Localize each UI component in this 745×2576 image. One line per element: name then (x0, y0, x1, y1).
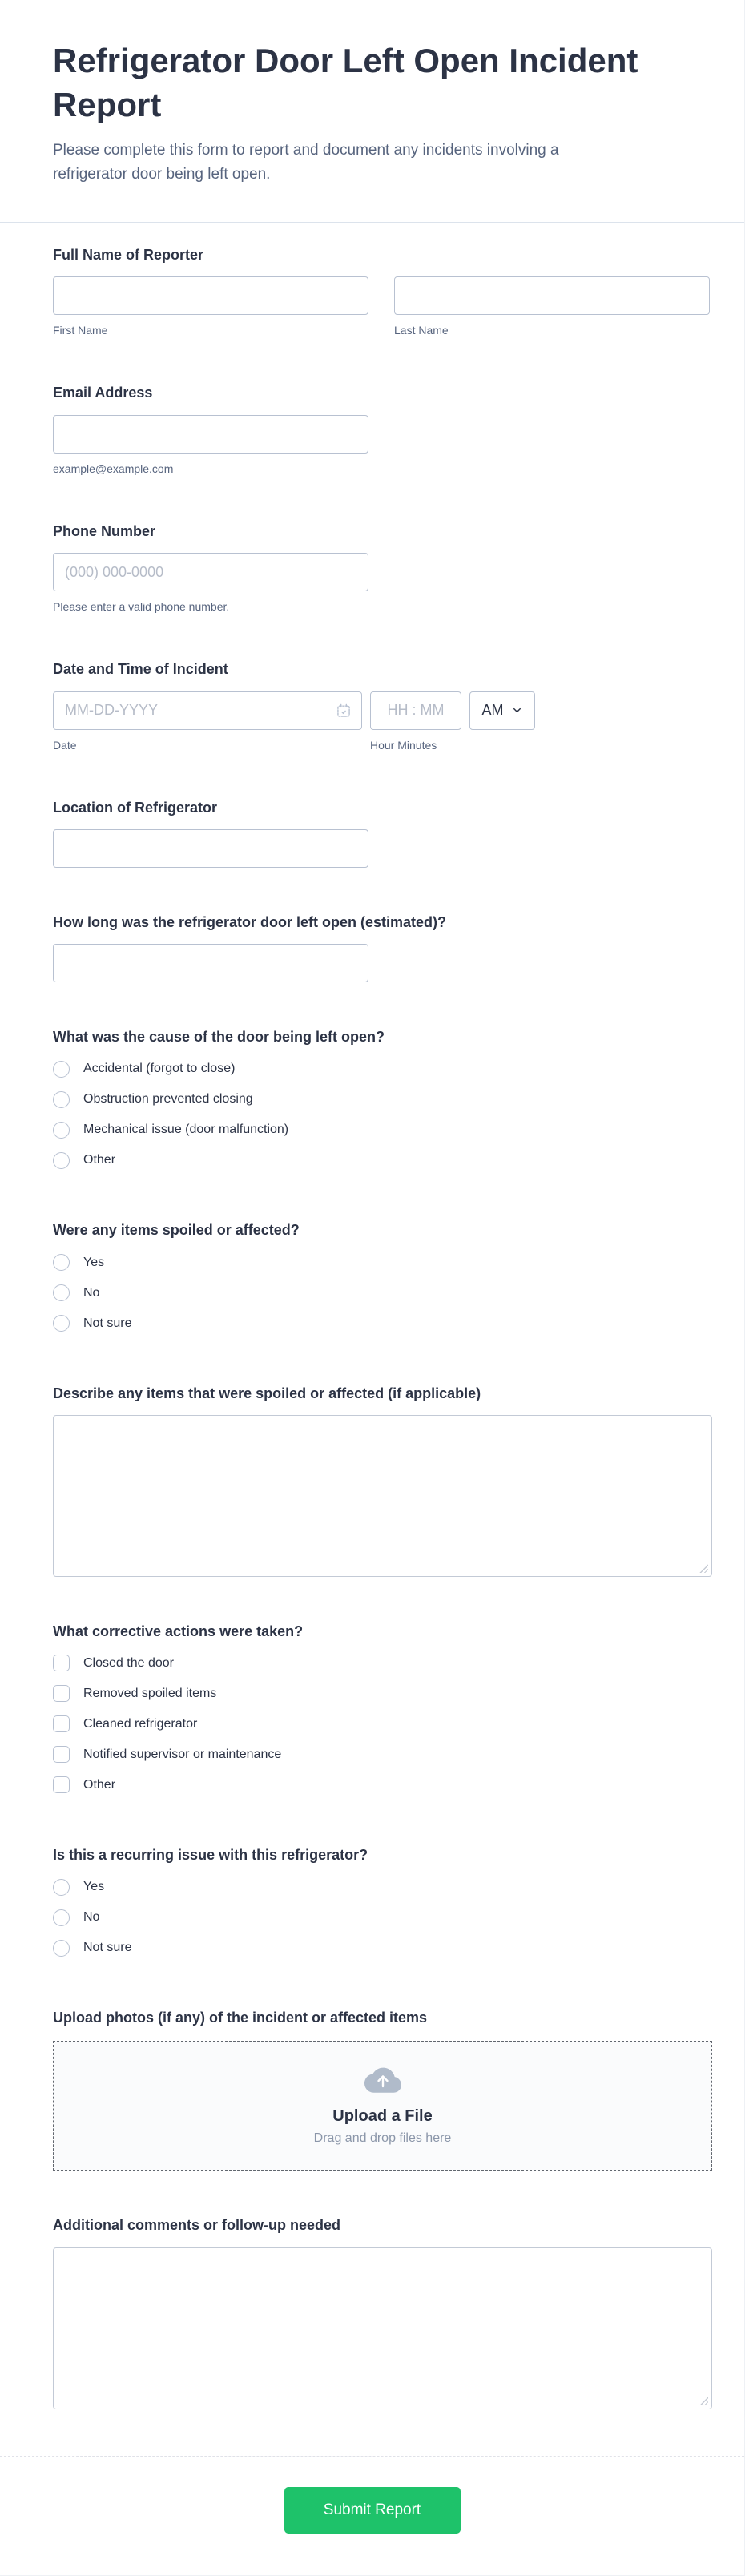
upload-hint: Drag and drop files here (313, 2131, 452, 2146)
checkbox-icon[interactable] (53, 1776, 70, 1793)
checkbox-option[interactable] (53, 1709, 712, 1740)
email-input[interactable] (53, 415, 368, 454)
question-label: Date and Time of Incident (53, 661, 228, 678)
radio-option[interactable] (53, 1115, 712, 1145)
option-label: Not sure (83, 1941, 132, 1955)
option-label: Not sure (83, 1316, 132, 1330)
phone-input[interactable] (53, 553, 368, 591)
recurring-options (53, 1872, 712, 1963)
radio-option[interactable] (53, 1902, 712, 1933)
option-label: Notified supervisor or maintenance (83, 1747, 282, 1761)
time-input[interactable] (370, 691, 461, 730)
option-label: Yes (83, 1880, 105, 1894)
question-label: Email Address (53, 385, 153, 401)
question-cause (0, 1005, 744, 1198)
checkbox-option[interactable] (53, 1740, 712, 1770)
question-label: Location of Refrigerator (53, 799, 218, 816)
question-label: How long was the refrigerator door left open (estimated)? (53, 914, 447, 931)
upload-file-button[interactable]: Upload a File (332, 2107, 433, 2126)
option-label: No (83, 1910, 100, 1925)
resize-handle-icon[interactable] (699, 2397, 708, 2405)
question-phone (0, 499, 744, 637)
radio-option[interactable] (53, 1248, 712, 1278)
page-title: Refrigerator Door Left Open Incident Report (53, 42, 638, 124)
question-label: What was the cause of the door being left open? (53, 1029, 385, 1046)
cause-options (53, 1054, 712, 1175)
question-label: Full Name of Reporter (53, 246, 204, 263)
question-label: What corrective actions were taken? (53, 1623, 304, 1639)
duration-input[interactable] (53, 944, 368, 982)
last-name-sublabel: Last Name (394, 324, 449, 337)
radio-icon[interactable] (53, 1315, 70, 1332)
checkbox-icon[interactable] (53, 1715, 70, 1732)
radio-icon[interactable] (53, 1061, 70, 1078)
date-sublabel: Date (53, 738, 77, 752)
question-recurring (0, 1823, 744, 1985)
form-header (0, 0, 744, 223)
radio-icon[interactable] (53, 1909, 70, 1926)
checkbox-option[interactable] (53, 1648, 712, 1679)
radio-option[interactable] (53, 1872, 712, 1902)
option-label: No (83, 1285, 100, 1300)
radio-icon[interactable] (53, 1879, 70, 1896)
option-label: Other (83, 1777, 116, 1792)
submit-button[interactable]: Submit Report (284, 2487, 461, 2534)
comments-textarea[interactable] (53, 2247, 712, 2409)
cloud-upload-icon (364, 2066, 402, 2094)
form-description: Please complete this form to report and document any incidents involving a refrigerator door being left open. (53, 141, 559, 183)
option-label: Removed spoiled items (83, 1686, 217, 1700)
checkbox-icon[interactable] (53, 1655, 70, 1671)
question-actions (0, 1599, 744, 1823)
question-label: Were any items spoiled or affected? (53, 1222, 300, 1239)
radio-icon[interactable] (53, 1152, 70, 1169)
ampm-value: AM (481, 702, 504, 719)
resize-handle-icon[interactable] (699, 1564, 708, 1573)
option-label: Yes (83, 1255, 105, 1269)
time-sublabel: Hour Minutes (370, 738, 437, 752)
spoiled-options (53, 1248, 712, 1339)
question-email (0, 361, 744, 498)
checkbox-icon[interactable] (53, 1685, 70, 1702)
first-name-sublabel: First Name (53, 324, 108, 337)
submit-bar (0, 2456, 744, 2575)
actions-options (53, 1648, 712, 1800)
date-input[interactable] (53, 691, 362, 730)
ampm-select[interactable] (469, 691, 535, 730)
question-describe (0, 1361, 744, 1599)
first-name-input[interactable] (53, 276, 368, 315)
radio-option[interactable] (53, 1084, 712, 1115)
option-label: Mechanical issue (door malfunction) (83, 1123, 289, 1137)
question-datetime (0, 637, 744, 775)
radio-option[interactable] (53, 1145, 712, 1175)
describe-textarea[interactable] (53, 1415, 712, 1577)
question-full-name (0, 223, 744, 361)
radio-icon[interactable] (53, 1254, 70, 1271)
location-input[interactable] (53, 829, 368, 868)
radio-icon[interactable] (53, 1122, 70, 1139)
last-name-input[interactable] (394, 276, 710, 315)
radio-icon[interactable] (53, 1091, 70, 1108)
question-comments (0, 2193, 744, 2431)
radio-option[interactable] (53, 1278, 712, 1308)
question-label: Is this a recurring issue with this refrigerator? (53, 1846, 368, 1863)
checkbox-option[interactable] (53, 1679, 712, 1709)
option-label: Closed the door (83, 1655, 174, 1670)
radio-icon[interactable] (53, 1940, 70, 1957)
question-spoiled (0, 1198, 744, 1361)
question-label: Additional comments or follow-up needed (53, 2217, 341, 2234)
question-duration (0, 890, 744, 1005)
radio-option[interactable] (53, 1933, 712, 1963)
radio-icon[interactable] (53, 1284, 70, 1301)
option-label: Cleaned refrigerator (83, 1716, 198, 1731)
chevron-down-icon (511, 704, 523, 716)
option-label: Accidental (forgot to close) (83, 1062, 236, 1076)
question-location (0, 776, 744, 890)
question-label: Phone Number (53, 522, 156, 539)
question-upload (0, 1985, 744, 2193)
question-label: Upload photos (if any) of the incident or affected items (53, 2010, 428, 2026)
email-sublabel: example@example.com (53, 462, 174, 475)
checkbox-option[interactable] (53, 1770, 712, 1800)
phone-sublabel: Please enter a valid phone number. (53, 600, 230, 614)
radio-option[interactable] (53, 1308, 712, 1339)
option-label: Obstruction prevented closing (83, 1092, 253, 1107)
option-label: Other (83, 1153, 116, 1167)
radio-option[interactable] (53, 1054, 712, 1084)
question-label: Describe any items that were spoiled or affected (if applicable) (53, 1385, 481, 1401)
file-upload-dropzone[interactable] (53, 2041, 712, 2171)
checkbox-icon[interactable] (53, 1746, 70, 1763)
